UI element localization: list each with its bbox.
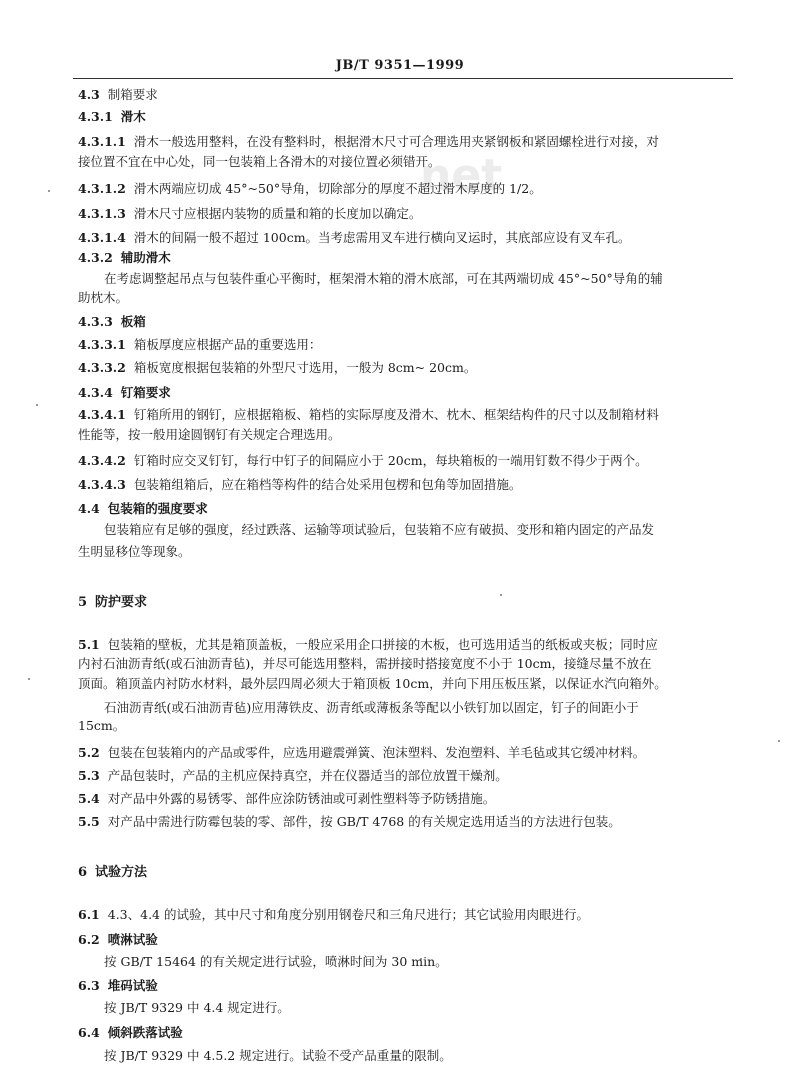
document-line	[78, 717, 742, 735]
document-line	[78, 406, 742, 424]
clause-number: 4.3	[78, 87, 100, 102]
clause-number: 4.3.1.4	[78, 230, 126, 245]
clause-number: 6.4	[78, 1025, 100, 1040]
clause-text: 箱板厚度应根据产品的重要选用：	[133, 337, 322, 352]
scan-speck	[36, 404, 38, 406]
clause-text: 生明显移位等现象。	[78, 544, 191, 559]
document-line	[78, 543, 742, 561]
document-line	[78, 977, 742, 995]
clause-text: 顶面。箱顶盖内衬防水材料，最外层四周必须大于箱顶板 10cm，并向下用压板压紧，以保证水汽向箱外。	[78, 676, 667, 691]
document-line	[78, 500, 742, 518]
clause-text: 包装箱的强度要求	[107, 501, 208, 516]
clause-number: 4.3.3.2	[78, 360, 126, 375]
clause-text: 15cm。	[78, 718, 126, 733]
document-line	[78, 1024, 742, 1042]
document-line	[78, 108, 742, 126]
clause-text: 性能等，按一般用途圆钢钉有关规定合理选用。	[78, 427, 341, 442]
clause-text: 在考虑调整起吊点与包装件重心平衡时，框架滑木箱的滑木底部，可在其两端切成 45°~50°导角的辅	[104, 271, 663, 286]
document-line	[78, 359, 742, 377]
clause-text: 接位置不宜在中心处，同一包装箱上各滑木的对接位置必须错开。	[78, 154, 441, 169]
header-rule	[73, 78, 733, 79]
document-line	[78, 767, 742, 785]
clause-number: 4.3.1.1	[78, 134, 126, 149]
document-line	[78, 426, 742, 444]
clause-text: 产品包装时，产品的主机应保持真空，并在仪器适当的部位放置干燥剂。	[107, 768, 508, 783]
clause-number: 4.3.3	[78, 314, 113, 329]
document-line	[78, 180, 742, 198]
clause-text: 堆码试验	[107, 978, 158, 993]
clause-number: 6	[78, 865, 88, 880]
document-line	[78, 636, 742, 654]
clause-text: 内衬石油沥青纸(或石油沥青毡)，并尽可能选用整料，需拼接时搭接宽度不小于 10cm，接缝尽量不放在	[78, 656, 652, 671]
document-line	[78, 313, 742, 331]
clause-text: 包装箱组箱后，应在箱档等构件的结合处采用包楞和包角等加固措施。	[133, 477, 522, 492]
clause-text: 包装箱的壁板，尤其是箱顶盖板，一般应采用企口拼接的木板，也可选用适当的纸板或夹板；同时应	[107, 637, 658, 652]
clause-text: 制箱要求	[107, 87, 158, 102]
clause-text: 钉箱要求	[120, 385, 171, 400]
clause-number: 6.1	[78, 907, 100, 922]
clause-text: 喷淋试验	[107, 932, 158, 947]
clause-text: 箱板宽度根据包装箱的外型尺寸选用，一般为 8cm~ 20cm。	[133, 360, 477, 375]
clause-number: 4.3.1.2	[78, 181, 126, 196]
clause-number: 5.3	[78, 768, 100, 783]
clause-text: 4.3、4.4 的试验，其中尺寸和角度分别用钢卷尺和三角尺进行；其它试验用肉眼进行。	[107, 907, 589, 922]
clause-number: 4.3.3.1	[78, 337, 126, 352]
document-line	[104, 699, 742, 717]
document-line	[78, 153, 742, 171]
clause-text: 滑木尺寸应根据内装物的质量和箱的长度加以确定。	[133, 206, 422, 221]
clause-text: 钉箱所用的钢钉，应根据箱板、箱档的实际厚度及滑木、枕木、框架结构件的尺寸以及制箱材料	[133, 407, 659, 422]
clause-text: 板箱	[120, 314, 146, 329]
scan-speck	[48, 190, 50, 192]
clause-text: 助枕木。	[78, 290, 129, 305]
clause-text: 滑木的间隔一般不超过 100cm。当考虑需用叉车进行横向叉运时，其底部应设有叉车孔。	[133, 230, 631, 245]
document-line	[78, 863, 742, 882]
clause-number: 4.4	[78, 501, 100, 516]
clause-text: 倾斜跌落试验	[107, 1025, 183, 1040]
document-line	[78, 336, 742, 354]
clause-number: 4.3.1.3	[78, 206, 126, 221]
clause-number: 5	[78, 595, 88, 610]
clause-text: 按 JB/T 9329 中 4.5.2 规定进行。试验不受产品重量的限制。	[104, 1048, 452, 1063]
clause-number: 6.2	[78, 932, 100, 947]
document-line	[78, 452, 742, 470]
clause-text: 包装箱应有足够的强度，经过跌落、运输等项试验后，包装箱不应有破损、变形和箱内固定的产品发	[104, 522, 655, 537]
document-line	[104, 521, 742, 539]
document-line	[104, 270, 742, 288]
clause-text: 按 JB/T 9329 中 4.4 规定进行。	[104, 1000, 290, 1015]
document-line	[78, 205, 742, 223]
watermark-text: net	[420, 150, 503, 201]
scan-speck	[778, 740, 780, 742]
clause-text: 按 GB/T 15464 的有关规定进行试验，喷淋时间为 30 min。	[104, 954, 448, 969]
document-line	[78, 593, 742, 612]
clause-text: 对产品中外露的易锈零、部件应涂防锈油或可剥性塑料等予防锈措施。	[107, 791, 496, 806]
document-line	[104, 953, 742, 971]
document-line	[78, 289, 742, 307]
clause-number: 4.3.4.1	[78, 407, 126, 422]
document-line	[78, 384, 742, 402]
document-line	[78, 675, 742, 693]
document-line	[78, 249, 742, 267]
document-line	[104, 1047, 742, 1065]
clause-number: 4.3.4	[78, 385, 113, 400]
document-line	[78, 229, 742, 247]
document-line	[78, 906, 742, 924]
document-line	[78, 813, 742, 831]
clause-text: 防护要求	[95, 595, 148, 610]
clause-text: 滑木两端应切成 45°~50°导角，切除部分的厚度不超过滑木厚度的 1/2。	[133, 181, 542, 196]
clause-number: 5.4	[78, 791, 100, 806]
clause-text: 滑木一般选用整料，在没有整料时，根据滑木尺寸可合理选用夹紧钢板和紧固螺栓进行对接，对	[133, 134, 659, 149]
document-line	[104, 999, 742, 1017]
document-line	[78, 931, 742, 949]
clause-number: 6.3	[78, 978, 100, 993]
clause-text: 钉箱时应交叉钉钉，每行中钉子的间隔应小于 20cm，每块箱板的一端用钉数不得少于两个。	[133, 453, 648, 468]
document-line	[78, 744, 742, 762]
standard-number-header: JB/T 9351—1999	[335, 58, 465, 73]
clause-number: 5.5	[78, 814, 100, 829]
document-line	[78, 655, 742, 673]
document-line	[78, 476, 742, 494]
clause-text: 辅助滑木	[120, 250, 171, 265]
clause-text: 试验方法	[95, 865, 148, 880]
clause-text: 对产品中需进行防霉包装的零、部件，按 GB/T 4768 的有关规定选用适当的方法进行包装。	[107, 814, 621, 829]
clause-number: 4.3.4.2	[78, 453, 126, 468]
document-line	[78, 86, 742, 104]
clause-text: 包装在包装箱内的产品或零件，应选用避震弹簧、泡沫塑料、发泡塑料、羊毛毡或其它缓冲材料。	[107, 745, 646, 760]
clause-number: 5.1	[78, 637, 100, 652]
document-line	[78, 133, 742, 151]
clause-number: 4.3.1	[78, 109, 113, 124]
document-line	[78, 790, 742, 808]
clause-text: 滑木	[120, 109, 146, 124]
scan-speck	[28, 678, 30, 680]
clause-number: 4.3.4.3	[78, 477, 126, 492]
clause-text: 石油沥青纸(或石油沥青毡)应用薄铁皮、沥青纸或薄板条等配以小铁钉加以固定，钉子的间距小于	[104, 700, 639, 715]
clause-number: 4.3.2	[78, 250, 113, 265]
clause-number: 5.2	[78, 745, 100, 760]
